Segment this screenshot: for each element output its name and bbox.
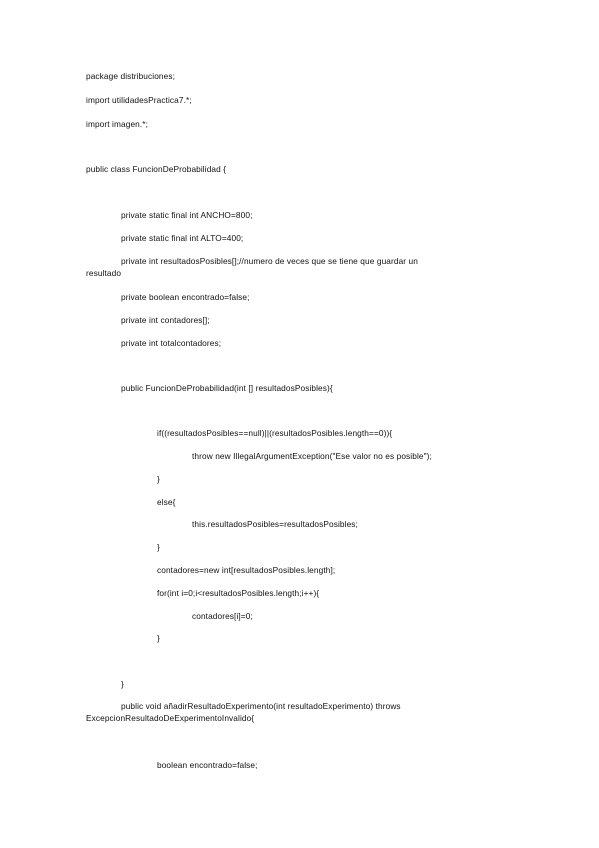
code-line-method-signature-wrap: ExcepcionResultadoDeExperimentoInvalido{ bbox=[86, 713, 255, 723]
code-line-contadores-init: contadores=new int[resultadosPosibles.length]; bbox=[157, 565, 336, 575]
code-line-constructor: public FuncionDeProbabilidad(int [] resultadosPosibles){ bbox=[121, 383, 333, 393]
code-line-for-close: } bbox=[157, 633, 160, 643]
code-line-constructor-close: } bbox=[121, 679, 124, 689]
code-line-method-signature: public void añadirResultadoExperimento(int resultadoExperimento) throws bbox=[121, 701, 401, 711]
code-line-field-resultados-wrap: resultado bbox=[86, 268, 122, 278]
code-line-else-close: } bbox=[157, 542, 160, 552]
code-line-field-ancho: private static final int ANCHO=800; bbox=[121, 210, 253, 220]
code-line-throw: throw new IllegalArgumentException("Ese valor no es posible"); bbox=[192, 451, 432, 461]
code-line-field-contadores: private int contadores[]; bbox=[121, 315, 210, 325]
code-line-field-encontrado: private boolean encontrado=false; bbox=[121, 292, 250, 302]
code-line-if-condition: if((resultadosPosibles==null)||(resultadosPosibles.length==0)){ bbox=[157, 428, 393, 438]
code-line-field-resultados: private int resultadosPosibles[];//numero de veces que se tiene que guardar un bbox=[121, 256, 418, 266]
code-line-for-loop: for(int i=0;i<resultadosPosibles.length;i++){ bbox=[157, 588, 320, 598]
code-line-class-declaration: public class FuncionDeProbabilidad { bbox=[86, 164, 227, 174]
code-line-import-utilidades: import utilidadesPractica7.*; bbox=[86, 95, 192, 105]
code-line-package: package distribuciones; bbox=[86, 71, 176, 81]
code-line-assign-resultados: this.resultadosPosibles=resultadosPosibles; bbox=[192, 519, 358, 529]
code-line-local-encontrado: boolean encontrado=false; bbox=[157, 760, 258, 770]
code-line-field-alto: private static final int ALTO=400; bbox=[121, 233, 244, 243]
code-line-else: else{ bbox=[157, 497, 176, 507]
code-line-import-imagen: import imagen.*; bbox=[86, 119, 149, 129]
code-line-contadores-zero: contadores[i]=0; bbox=[192, 611, 253, 621]
code-line-if-close: } bbox=[157, 474, 160, 484]
code-line-field-totalcontadores: private int totalcontadores; bbox=[121, 338, 222, 348]
